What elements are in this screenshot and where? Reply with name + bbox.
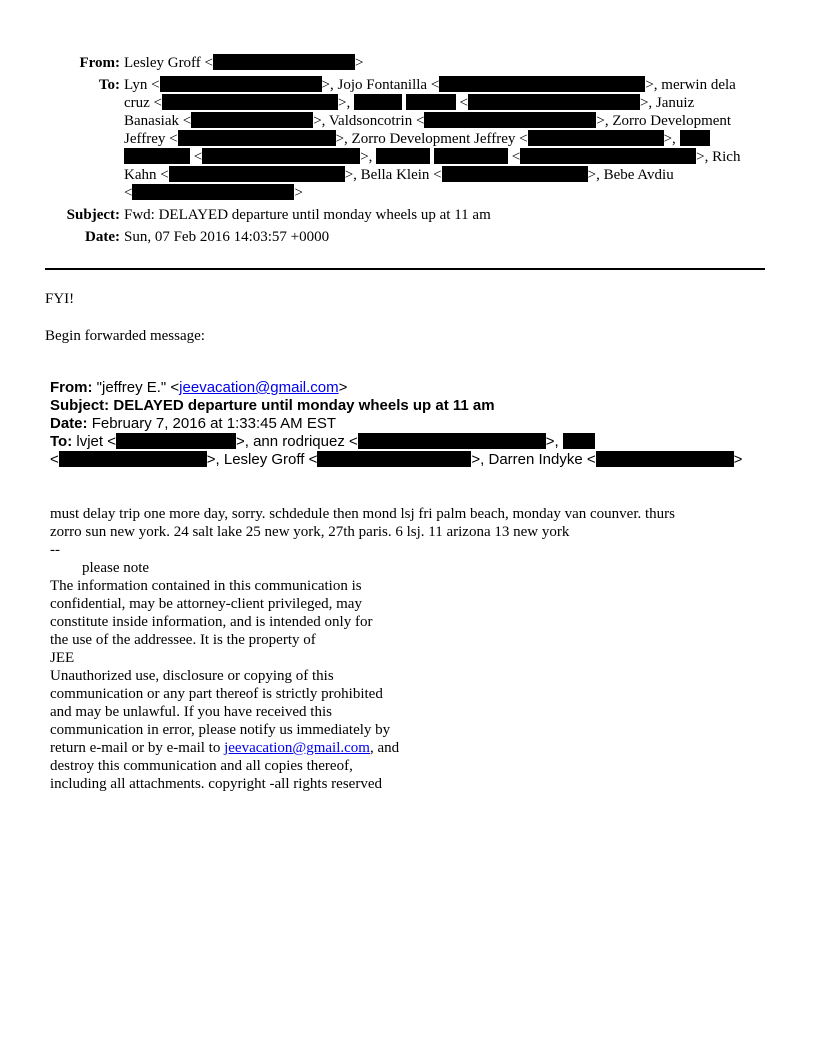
redaction-bar [406, 94, 456, 110]
redaction-bar [191, 112, 313, 128]
to-text: < [193, 149, 203, 165]
redaction-bar [424, 112, 596, 128]
to-text: >, Zorro Development [596, 113, 732, 129]
fyi-text: FYI! [45, 291, 75, 307]
subject-value: Fwd: DELAYED departure until monday wheels up at 11 am [124, 207, 491, 223]
redaction-bar [202, 148, 360, 164]
return-email-link[interactable]: jeevacation@gmail.com [224, 740, 370, 756]
redaction-bar [520, 148, 696, 164]
fwd-from-label: From: [50, 379, 93, 396]
to-text: cruz < [124, 95, 163, 111]
fwd-from-name: "jeffrey E." < [96, 379, 180, 396]
fwd-to-text: < [50, 451, 59, 468]
fwd-to-label: To: [50, 433, 73, 450]
to-text: >, Zorro Development Jeffrey < [335, 131, 528, 147]
redaction-bar [528, 130, 664, 146]
to-text: Lyn < [124, 77, 160, 93]
to-text: >, [663, 131, 680, 147]
disclaimer-line: destroy this communication and all copies thereof, [50, 758, 353, 774]
redaction-bar [162, 94, 338, 110]
to-text: >, Bebe Avdiu [587, 167, 674, 183]
fwd-to-text: >, Lesley Groff < [206, 451, 318, 468]
disclaimer-line: communication or any part thereof is strictly prohibited [50, 686, 383, 702]
signature-separator: -- [50, 542, 60, 558]
redaction-bar [468, 94, 640, 110]
disclaimer-line: confidential, may be attorney-client privileged, may [50, 596, 362, 612]
date-label: Date: [85, 229, 120, 245]
fwd-to-row [50, 433, 595, 451]
date-value: Sun, 07 Feb 2016 14:03:57 +0000 [124, 229, 330, 245]
to-text: > [294, 185, 303, 201]
disclaimer-line: communication in error, please notify us immediately by [50, 722, 391, 738]
redaction-bar [680, 130, 710, 146]
to-text: >, merwin dela [645, 77, 736, 93]
to-text: < [507, 149, 521, 165]
fwd-from-email-link[interactable]: jeevacation@gmail.com [179, 379, 339, 396]
begin-forwarded-text: Begin forwarded message: [45, 328, 205, 344]
redaction-bar [376, 148, 430, 164]
fwd-to-text: > [733, 451, 743, 468]
fwd-to-text: >, [545, 433, 563, 450]
redaction-bar [132, 184, 294, 200]
disclaimer-line: JEE [50, 650, 75, 666]
redaction-bar [124, 148, 190, 164]
to-text: >, Rich [696, 149, 741, 165]
redaction-bar [563, 433, 595, 449]
message-line: must delay trip one more day, sorry. schdedule then mond lsj fri palm beach, monday van counver. thurs [50, 506, 675, 522]
to-text: < [124, 185, 133, 201]
to-text: >, [360, 149, 377, 165]
to-text: >, [338, 95, 354, 111]
fwd-subject-value: DELAYED departure until monday wheels up at 11 am [113, 397, 495, 414]
redaction-bar [160, 76, 322, 92]
from-label: From: [79, 55, 120, 71]
to-text: >, Valdsoncotrin < [313, 113, 425, 129]
disclaimer-line [50, 739, 399, 757]
fwd-to-row [50, 451, 742, 469]
disclaimer-line: and may be unlawful. If you have received this [50, 704, 332, 720]
redaction-bar [354, 94, 402, 110]
return-prefix: return e-mail or by e-mail to [50, 740, 225, 756]
disclaimer-line: Unauthorized use, disclosure or copying of this [50, 668, 334, 684]
redaction-bar [116, 433, 236, 449]
subject-label: Subject: [66, 207, 120, 223]
fwd-from-row [50, 379, 347, 397]
disclaimer-line: including all attachments. copyright -all rights reserved [50, 776, 382, 792]
to-text: >, Bella Klein < [344, 167, 442, 183]
redaction-bar [596, 451, 734, 467]
from-value: Lesley Groff < [124, 55, 213, 71]
redaction-bar [317, 451, 471, 467]
to-text: < [455, 95, 468, 111]
fwd-date-label: Date: [50, 415, 88, 432]
to-text: Banasiak < [124, 113, 192, 129]
redaction-bar [213, 54, 355, 70]
fwd-to-text: >, ann rodriquez < [236, 433, 358, 450]
redaction-bar [434, 148, 508, 164]
redaction-bar [358, 433, 546, 449]
redaction-bar [442, 166, 588, 182]
disclaimer-line: constitute inside information, and is intended only for [50, 614, 373, 630]
fwd-subject-row [50, 397, 495, 415]
return-suffix: , and [369, 740, 400, 756]
header-divider [45, 268, 765, 270]
fwd-from-close: > [338, 379, 348, 396]
message-line: zorro sun new york. 24 salt lake 25 new york, 27th paris. 6 lsj. 11 arizona 13 new york [50, 524, 570, 540]
to-label: To: [98, 77, 120, 93]
disclaimer-line: the use of the addressee. It is the property of [50, 632, 316, 648]
fwd-date-row [50, 415, 336, 433]
to-text: Kahn < [124, 167, 169, 183]
fwd-subject-label: Subject: [50, 397, 110, 414]
redaction-bar [178, 130, 336, 146]
please-note: please note [82, 560, 150, 576]
redaction-bar [439, 76, 645, 92]
fwd-to-text: lvjet < [76, 433, 116, 450]
to-text: >, Januiz [639, 95, 695, 111]
to-text: >, Jojo Fontanilla < [321, 77, 440, 93]
disclaimer-line: The information contained in this communication is [50, 578, 362, 594]
redaction-bar [59, 451, 207, 467]
fwd-date-value: February 7, 2016 at 1:33:45 AM EST [91, 415, 336, 432]
to-text: Jeffrey < [124, 131, 178, 147]
redaction-bar [169, 166, 345, 182]
fwd-to-text: >, Darren Indyke < [471, 451, 596, 468]
